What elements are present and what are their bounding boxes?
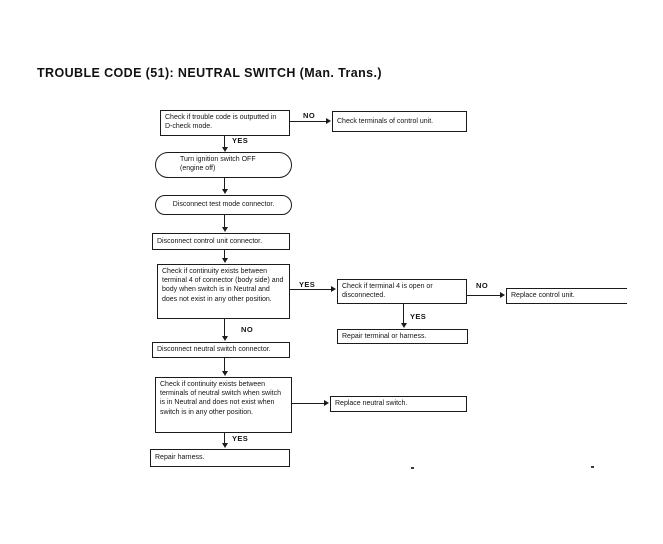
flow-node-disconnect-ns	[152, 342, 290, 358]
flow-node-test-mode	[155, 195, 292, 215]
flow-node-repair-harness	[150, 449, 290, 467]
arrowhead-right-icon	[500, 292, 505, 298]
edge-label-yes-4: YES	[232, 434, 249, 443]
arrowhead-down-icon	[222, 258, 228, 263]
flow-node-replace-ns	[330, 396, 467, 412]
flow-node-ignition-off	[155, 152, 292, 178]
flow-node-dcheck-text: Check if trouble code is outputted in D-check mode.	[165, 114, 277, 131]
flow-node-repair-harness-text: Repair harness.	[155, 454, 205, 462]
arrowhead-right-icon	[326, 118, 331, 124]
arrowhead-down-icon	[222, 189, 228, 194]
edge-terminal4-yes-down	[403, 304, 404, 324]
flow-node-ignition-off-line2: (engine off)	[180, 165, 216, 173]
arrowhead-down-icon	[401, 323, 407, 328]
arrowhead-down-icon	[222, 336, 228, 341]
arrowhead-right-icon	[331, 286, 336, 292]
edge-dcheck-to-checkterminals	[290, 121, 328, 122]
flow-node-ignition-off-line1: Turn ignition switch OFF	[180, 156, 256, 163]
flow-node-continuity-body	[157, 264, 290, 319]
arrowhead-down-icon	[222, 371, 228, 376]
flow-node-replace-cu	[506, 288, 627, 304]
flow-node-replace-cu-text: Replace control unit.	[511, 292, 575, 300]
edge-label-yes-3: YES	[410, 312, 427, 321]
flow-node-continuity-body-text: Check if continuity exists between terminal 4 of connector (body side) and body when switch is in Neutral and does not exist in any other position.	[162, 268, 284, 303]
flow-node-terminal4-text: Check if terminal 4 is open or disconnected.	[342, 283, 433, 300]
edge-continuity-yes-right	[290, 289, 332, 290]
edge-label-no-3: NO	[241, 325, 254, 334]
edge-label-no-1: NO	[303, 111, 316, 120]
edge-label-yes-1: YES	[232, 136, 249, 145]
edge-label-no-2: NO	[476, 281, 489, 290]
arrowhead-down-icon	[222, 443, 228, 448]
edge-terminal4-no-right	[467, 295, 501, 296]
flow-node-test-mode-text: Disconnect test mode connector.	[172, 201, 275, 209]
flow-node-disconnect-cu-text: Disconnect control unit connector.	[157, 237, 263, 245]
flow-node-replace-ns-text: Replace neutral switch.	[335, 400, 408, 408]
edge-disconnectns-to-continuity2	[224, 358, 225, 372]
flow-node-terminal4	[337, 279, 467, 304]
scan-speck	[591, 466, 594, 468]
edge-continuity-no-down	[224, 319, 225, 337]
edge-continuity2-right	[292, 403, 325, 404]
flow-node-repair-terminal-text: Repair terminal or harness.	[342, 332, 427, 340]
edge-label-yes-2: YES	[299, 280, 316, 289]
flow-node-check-terminals-text: Check terminals of control unit.	[337, 117, 434, 125]
arrowhead-down-icon	[222, 227, 228, 232]
flow-node-check-terminals	[332, 111, 467, 132]
flow-node-repair-terminal	[337, 329, 468, 344]
flow-node-dcheck	[160, 110, 290, 136]
flow-node-continuity-switch-text: Check if continuity exists between terminals of neutral switch when switch is in Neutral and does not exist when switch is in any other position.	[160, 381, 281, 416]
arrowhead-right-icon	[324, 400, 329, 406]
scan-speck	[411, 467, 414, 469]
flow-node-disconnect-ns-text: Disconnect neutral switch connector.	[157, 346, 271, 354]
flow-node-continuity-switch	[155, 377, 292, 433]
flow-node-disconnect-cu	[152, 233, 290, 250]
page-title: TROUBLE CODE (51): NEUTRAL SWITCH (Man. Trans.)	[37, 66, 382, 80]
